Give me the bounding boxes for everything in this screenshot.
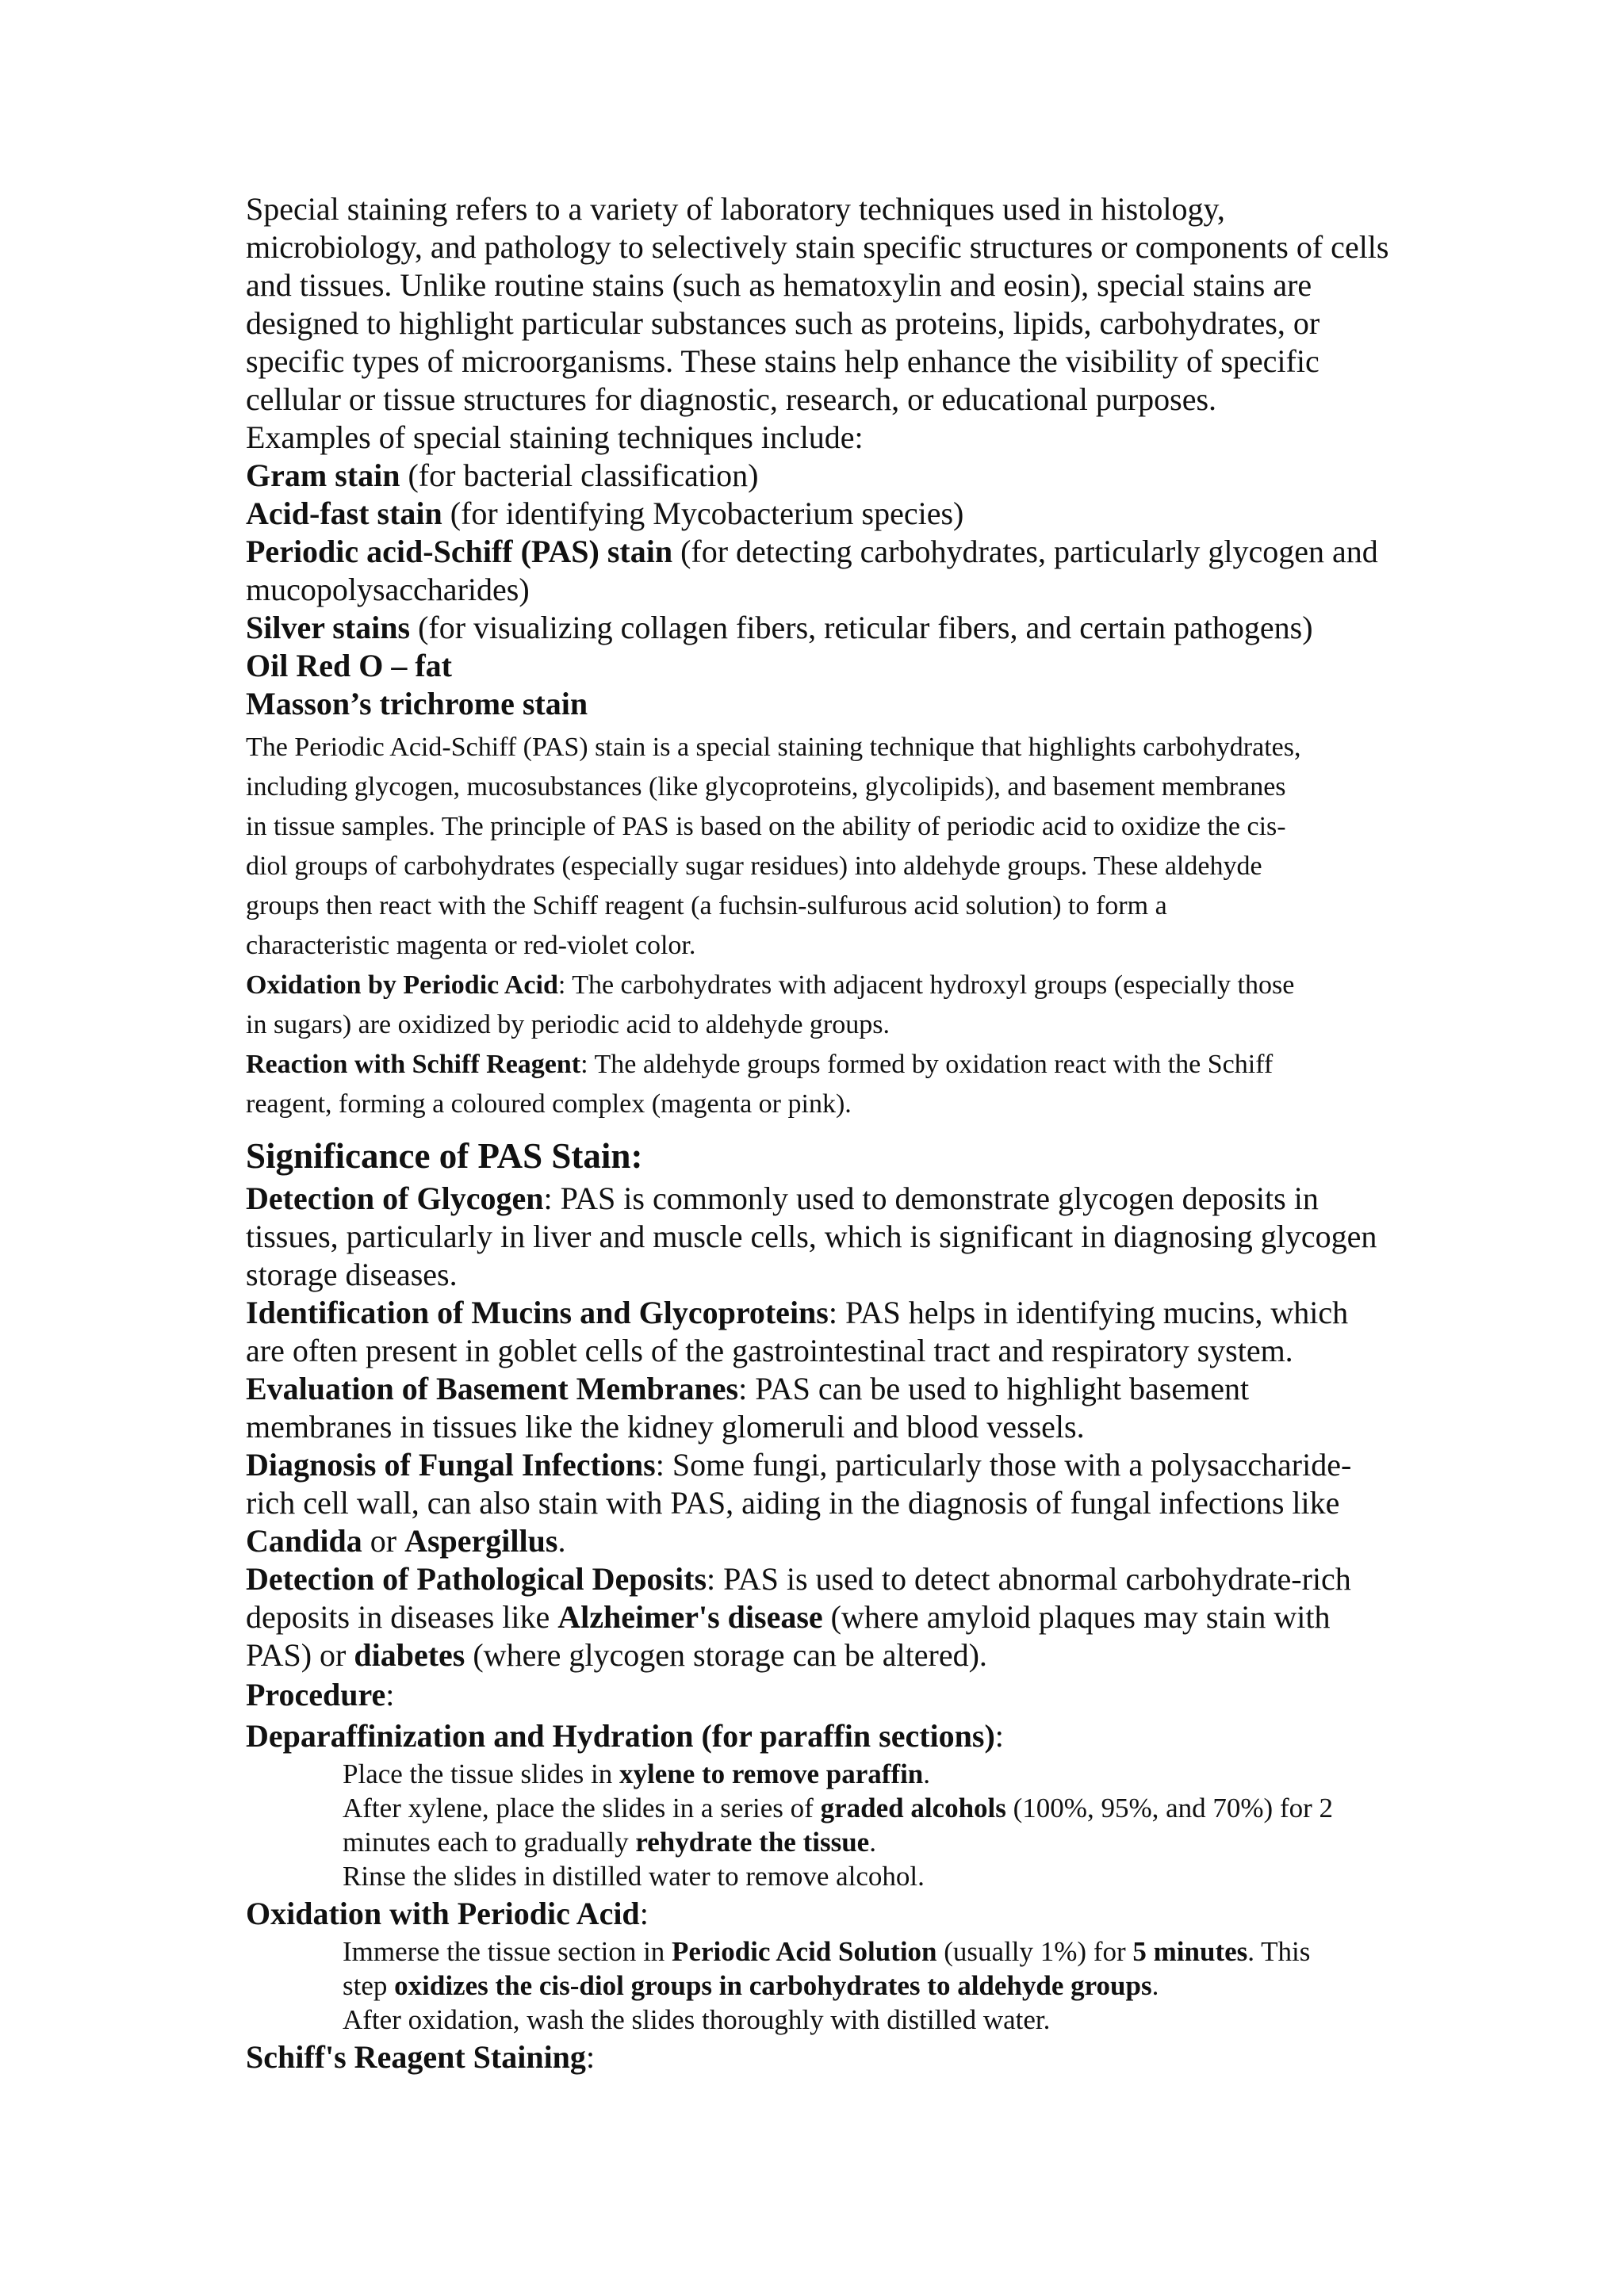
significance-title: Detection of Pathological Deposits — [246, 1561, 707, 1597]
principle-text: : The carbohydrates with adjacent hydroxyl groups (especially those — [557, 970, 1295, 1000]
document-page — [246, 190, 1435, 2078]
principle-item — [246, 966, 1435, 1005]
example-description: (for detecting carbohydrates, particularly glycogen and — [672, 534, 1378, 569]
example-item: Masson’s trichrome stain — [246, 686, 588, 721]
example-name: Acid-fast stain — [246, 496, 442, 531]
substep-emphasis: rehydrate the tissue — [635, 1827, 870, 1858]
section-heading: Significance of PAS Stain: — [246, 1136, 643, 1176]
significance-line: rich cell wall, can also stain with PAS, aiding in the diagnosis of fungal infections like — [246, 1485, 1340, 1521]
procedure-substep-continued — [343, 1969, 1435, 2003]
procedure-section — [246, 1674, 1435, 2078]
significance-text: : Some fungi, particularly those with a polysaccharide- — [655, 1447, 1352, 1483]
example-description: (for visualizing collagen fibers, reticular fibers, and certain pathogens) — [410, 610, 1313, 645]
substep-text: (100%, 95%, and 70%) for 2 — [1005, 1793, 1334, 1823]
disease-name: Alzheimer's disease — [557, 1599, 823, 1635]
procedure-step-heading — [246, 1716, 1435, 1757]
substep-text: (usually 1%) for — [936, 1936, 1133, 1967]
substep-text: step — [343, 1970, 395, 2001]
organism-name: Aspergillus — [404, 1523, 558, 1559]
punctuation: : — [385, 1677, 395, 1712]
substep-emphasis: graded alcohols — [820, 1793, 1006, 1823]
significance-text: PAS) or — [246, 1637, 354, 1673]
example-item-continued: mucopolysaccharides) — [246, 572, 530, 607]
principle-continued: reagent, forming a coloured complex (magenta or pink). — [246, 1089, 852, 1119]
example-item — [246, 457, 1435, 495]
intro-line: specific types of microorganisms. These stains help enhance the visibility of specific — [246, 343, 1320, 379]
substep-emphasis: xylene to remove paraffin — [619, 1758, 924, 1789]
significance-text: : PAS helps in identifying mucins, which — [828, 1295, 1349, 1330]
examples-list — [246, 457, 1435, 723]
significance-line: membranes in tissues like the kidney glomeruli and blood vessels. — [246, 1409, 1085, 1445]
substep-text: After xylene, place the slides in a series of — [343, 1793, 821, 1823]
significance-item — [246, 1294, 1435, 1332]
significance-text: : PAS is commonly used to demonstrate glycogen deposits in — [543, 1181, 1319, 1216]
intro-paragraph — [246, 190, 1435, 457]
example-name: Periodic acid-Schiff (PAS) stain — [246, 534, 673, 569]
intro-line: Special staining refers to a variety of laboratory techniques used in histology, — [246, 191, 1225, 227]
punctuation: : — [639, 1896, 649, 1931]
substep-text: Place the tissue slides in — [343, 1758, 619, 1789]
example-name: Gram stain — [246, 457, 400, 493]
pas-line: characteristic magenta or red-violet color. — [246, 931, 696, 960]
pas-line: groups then react with the Schiff reagent (a fuchsin-sulfurous acid solution) to form a — [246, 891, 1167, 920]
significance-item — [246, 1560, 1435, 1598]
significance-text: : PAS can be used to highlight basement — [738, 1371, 1250, 1406]
connector-text: or — [362, 1523, 405, 1559]
punctuation: : — [585, 2039, 596, 2075]
punctuation: . — [1151, 1970, 1159, 2001]
procedure-step-heading — [246, 1893, 1435, 1934]
pas-line: in tissue samples. The principle of PAS is based on the ability of periodic acid to oxidize the cis- — [246, 812, 1286, 841]
pas-principles — [246, 966, 1435, 1124]
procedure-label: Procedure — [246, 1677, 386, 1712]
principle-item — [246, 1045, 1435, 1085]
significance-item — [246, 1180, 1435, 1218]
punctuation: . — [869, 1827, 876, 1858]
pas-line: including glycogen, mucosubstances (like glycoproteins, glycolipids), and basement membranes — [246, 772, 1286, 802]
pas-description — [246, 728, 1435, 966]
procedure-substep — [343, 1791, 1435, 1825]
example-item — [246, 609, 1435, 647]
significance-text: deposits in diseases like — [246, 1599, 558, 1635]
procedure-substep — [343, 1757, 1435, 1791]
procedure-heading — [246, 1674, 1435, 1716]
principle-name: Oxidation by Periodic Acid — [246, 970, 558, 1000]
substep-emphasis: oxidizes the cis-diol groups in carbohydrates to aldehyde groups — [394, 1970, 1152, 2001]
punctuation: : — [994, 1718, 1004, 1754]
example-item: Oil Red O – fat — [246, 648, 452, 683]
procedure-step-heading — [246, 2037, 1435, 2078]
example-name: Silver stains — [246, 610, 411, 645]
procedure-substep: Rinse the slides in distilled water to remove alcohol. — [343, 1861, 925, 1892]
intro-line: microbiology, and pathology to selectively stain specific structures or components of cells — [246, 229, 1389, 265]
principle-text: : The aldehyde groups formed by oxidation react with the Schiff — [580, 1050, 1274, 1079]
significance-line: storage diseases. — [246, 1257, 458, 1292]
intro-line: and tissues. Unlike routine stains (such as hematoxylin and eosin), special stains are — [246, 267, 1312, 303]
significance-line: are often present in goblet cells of the gastrointestinal tract and respiratory system. — [246, 1333, 1293, 1368]
significance-line — [246, 1598, 1435, 1636]
significance-title: Detection of Glycogen — [246, 1181, 544, 1216]
pas-line: The Periodic Acid-Schiff (PAS) stain is a special staining technique that highlights carbohydrates, — [246, 733, 1301, 762]
significance-item — [246, 1446, 1435, 1484]
procedure-substep — [343, 1934, 1435, 1969]
significance-title: Identification of Mucins and Glycoproteins — [246, 1295, 829, 1330]
substep-emphasis: 5 minutes — [1132, 1936, 1248, 1967]
punctuation: . — [923, 1758, 931, 1789]
significance-text: (where glycogen storage can be altered). — [465, 1637, 987, 1673]
significance-text: (where amyloid plaques may stain with — [822, 1599, 1331, 1635]
substep-emphasis: Periodic Acid Solution — [672, 1936, 937, 1967]
example-item — [246, 495, 1435, 533]
intro-line: cellular or tissue structures for diagnostic, research, or educational purposes. — [246, 381, 1217, 417]
pas-line: diol groups of carbohydrates (especially sugar residues) into aldehyde groups. These aldehyde — [246, 851, 1262, 881]
example-description: (for identifying Mycobacterium species) — [442, 496, 964, 531]
substep-text: . This — [1247, 1936, 1311, 1967]
intro-line: Examples of special staining techniques include: — [246, 419, 864, 455]
intro-line: designed to highlight particular substances such as proteins, lipids, carbohydrates, or — [246, 305, 1320, 341]
principle-continued: in sugars) are oxidized by periodic acid to aldehyde groups. — [246, 1010, 890, 1039]
significance-line — [246, 1522, 1435, 1560]
significance-item — [246, 1370, 1435, 1408]
procedure-substep-continued — [343, 1825, 1435, 1859]
step-title: Oxidation with Periodic Acid — [246, 1896, 640, 1931]
example-item — [246, 533, 1435, 571]
substep-text: Immerse the tissue section in — [343, 1936, 672, 1967]
significance-line: tissues, particularly in liver and muscle cells, which is significant in diagnosing glycogen — [246, 1219, 1377, 1254]
substep-text: minutes each to gradually — [343, 1827, 636, 1858]
significance-text: : PAS is used to detect abnormal carbohydrate-rich — [707, 1561, 1351, 1597]
significance-title: Evaluation of Basement Membranes — [246, 1371, 739, 1406]
step-title: Deparaffinization and Hydration (for paraffin sections) — [246, 1718, 995, 1754]
example-description: (for bacterial classification) — [400, 457, 759, 493]
significance-section — [246, 1132, 1435, 1674]
disease-name: diabetes — [354, 1637, 465, 1673]
significance-line — [246, 1636, 1435, 1674]
significance-title: Diagnosis of Fungal Infections — [246, 1447, 656, 1483]
procedure-substep: After oxidation, wash the slides thoroughly with distilled water. — [343, 2004, 1051, 2035]
step-title: Schiff's Reagent Staining — [246, 2039, 586, 2075]
punctuation: . — [557, 1523, 566, 1559]
principle-name: Reaction with Schiff Reagent — [246, 1050, 581, 1079]
organism-name: Candida — [246, 1523, 362, 1559]
